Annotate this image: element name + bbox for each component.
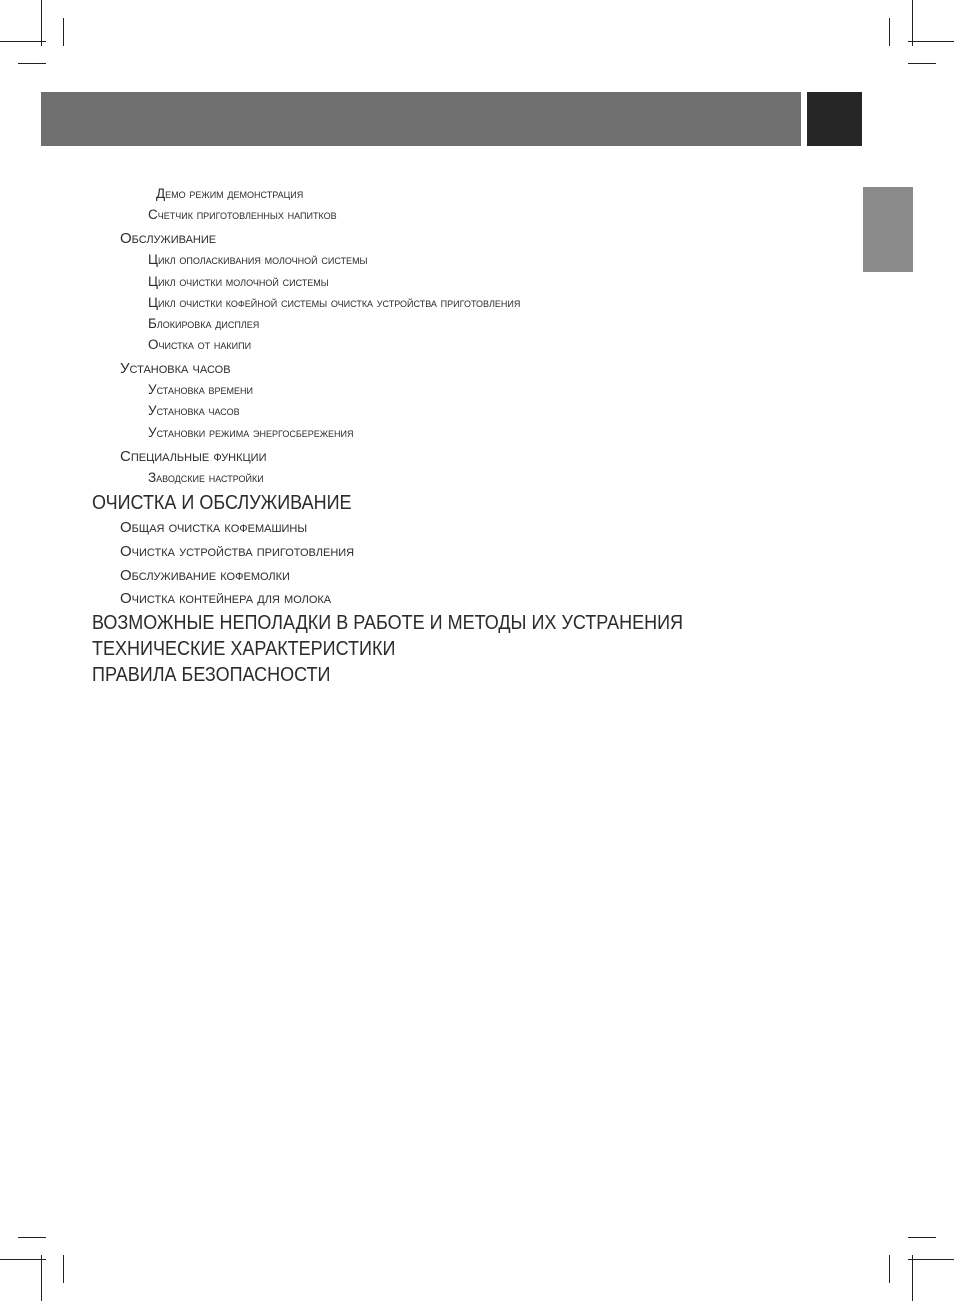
toc-item-general-cleaning[interactable]: Общая очистка кофемашины <box>120 519 308 536</box>
toc-section-troubleshooting[interactable]: ВОЗМОЖНЫЕ НЕПОЛАДКИ В РАБОТЕ И МЕТОДЫ ИХ УСТРАНЕНИЯ <box>92 612 684 634</box>
crop-mark <box>18 63 46 64</box>
crop-mark <box>18 1237 46 1238</box>
toc-item-milk-container-cleaning[interactable]: Очистка контейнера для молока <box>120 590 332 607</box>
crop-mark <box>41 1255 42 1301</box>
toc-item-energy-saving[interactable]: Установки режима энергосбережения <box>148 425 354 440</box>
crop-mark <box>889 1255 890 1283</box>
crop-mark <box>908 1259 954 1260</box>
crop-mark <box>908 1237 936 1238</box>
toc-item-drink-counter[interactable]: Счетчик приготовленных напитков <box>148 207 337 222</box>
crop-mark <box>912 1255 913 1301</box>
crop-mark <box>912 0 913 46</box>
crop-mark <box>908 63 936 64</box>
toc-item-display-lock[interactable]: Блокировка дисплея <box>148 316 260 331</box>
toc-item-demo-mode[interactable]: Демо режим демонстрация <box>156 186 304 201</box>
toc-item-time-setup[interactable]: Установка времени <box>148 382 253 397</box>
toc-item-special-functions[interactable]: Специальные функции <box>120 448 267 465</box>
crop-mark <box>889 18 890 46</box>
toc-item-coffee-clean-cycle[interactable]: Цикл очистки кофейной системы очистка устройства приготовления <box>148 295 521 310</box>
crop-mark <box>0 41 46 42</box>
toc-section-specifications[interactable]: ТЕХНИЧЕСКИЕ ХАРАКТЕРИСТИКИ <box>92 638 396 660</box>
crop-mark <box>908 41 954 42</box>
language-side-tab <box>863 187 913 272</box>
toc-section-cleaning[interactable]: ОЧИСТКА И ОБСЛУЖИВАНИЕ <box>92 492 352 514</box>
toc-item-clock-setup[interactable]: Установка часов <box>120 360 231 377</box>
toc-section-safety[interactable]: ПРАВИЛА БЕЗОПАСНОСТИ <box>92 664 331 686</box>
toc-item-hours-setup[interactable]: Установка часов <box>148 403 240 418</box>
toc-item-milk-rinse-cycle[interactable]: Цикл ополаскивания молочной системы <box>148 252 368 267</box>
toc-item-milk-clean-cycle[interactable]: Цикл очистки молочной системы <box>148 274 329 289</box>
crop-mark <box>41 0 42 46</box>
toc-item-descaling[interactable]: Очистка от накипи <box>148 337 252 352</box>
crop-mark <box>0 1259 46 1260</box>
toc-item-maintenance[interactable]: Обслуживание <box>120 230 217 247</box>
crop-mark <box>63 18 64 46</box>
crop-mark <box>63 1255 64 1283</box>
toc-item-brew-unit-cleaning[interactable]: Очистка устройства приготовления <box>120 543 355 560</box>
toc-item-factory-settings[interactable]: Заводские настройки <box>148 470 264 485</box>
toc-item-grinder-maintenance[interactable]: Обслуживание кофемолки <box>120 567 290 584</box>
header-bar <box>41 92 801 146</box>
header-block <box>807 92 862 146</box>
